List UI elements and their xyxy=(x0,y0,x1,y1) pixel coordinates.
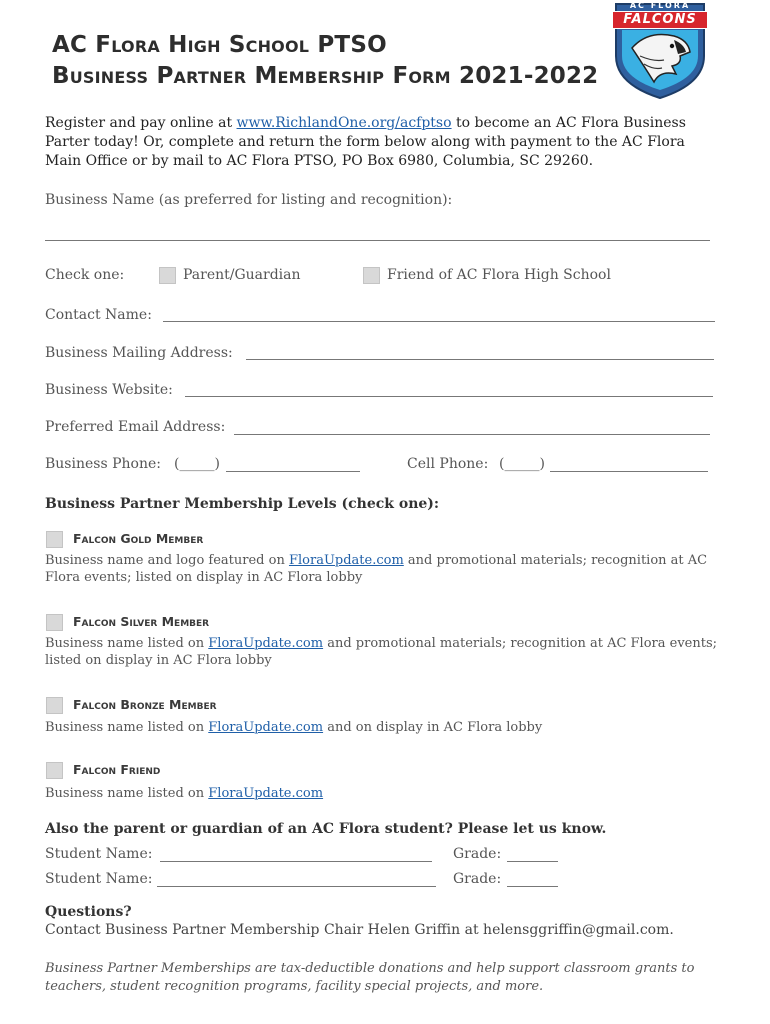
contact-name-line[interactable] xyxy=(163,321,715,322)
student-name-label-1: Student Name: xyxy=(45,846,153,862)
cell-phone-area[interactable]: (_____) xyxy=(499,456,545,472)
gold-title: Falcon Gold Member xyxy=(73,531,204,546)
intro-text-2: to become an AC Flora Business Parter today! Or, complete and return the form below along with payment to the AC Flora Main Office or by mail to AC Flora PTSO, PO Box 6980, Columbia, SC 29260. xyxy=(45,115,686,169)
student-name-line-1[interactable] xyxy=(160,861,432,862)
website-line[interactable] xyxy=(185,396,713,397)
bronze-title: Falcon Bronze Member xyxy=(73,697,217,712)
mailing-address-label: Business Mailing Address: xyxy=(45,345,233,361)
bronze-description xyxy=(45,719,735,736)
friend-level-title: Falcon Friend xyxy=(73,762,161,777)
bronze-desc-text: Business name listed on xyxy=(45,720,209,735)
parent-guardian-label: Parent/Guardian xyxy=(183,267,301,283)
grade-label-2: Grade: xyxy=(453,871,502,887)
logo-top-text: AC FLORA xyxy=(629,1,691,10)
friend-label: Friend of AC Flora High School xyxy=(387,267,611,283)
business-phone-line[interactable] xyxy=(226,471,360,472)
business-phone-label: Business Phone: xyxy=(45,456,161,472)
friend-level-description xyxy=(45,785,735,802)
intro-paragraph xyxy=(45,114,725,171)
silver-desc-text: Business name listed on xyxy=(45,636,209,651)
questions-text: Contact Business Partner Membership Chair Helen Griffin at helensggriffin@gmail.com. xyxy=(45,922,674,938)
business-phone-area[interactable]: (_____) xyxy=(174,456,220,472)
bronze-desc-text-2: and on display in AC Flora lobby xyxy=(323,720,543,735)
cell-phone-line[interactable] xyxy=(550,471,708,472)
friend-level-checkbox[interactable] xyxy=(46,762,63,779)
friend-floraupdate-link[interactable]: FloraUpdate.com xyxy=(208,786,324,801)
website-label: Business Website: xyxy=(45,382,173,398)
silver-floraupdate-link[interactable]: FloraUpdate.com xyxy=(208,636,324,651)
parent-guardian-checkbox[interactable] xyxy=(159,267,176,284)
register-link[interactable]: www.RichlandOne.org/acfptso xyxy=(236,115,452,131)
silver-description xyxy=(45,635,735,669)
gold-checkbox[interactable] xyxy=(46,531,63,548)
gold-desc-text-2: and promotional materials; recognition at AC Flora events; listed on display in AC Flora lobby xyxy=(45,553,708,585)
mailing-address-line[interactable] xyxy=(246,359,714,360)
cell-phone-label: Cell Phone: xyxy=(407,456,489,472)
footer-note: Business Partner Memberships are tax-deductible donations and help support classroom grants to teachers, student recognition programs, facility special projects, and more. xyxy=(45,961,695,994)
intro-text-1: Register and pay online at xyxy=(45,115,237,131)
questions-heading: Questions? xyxy=(45,904,132,920)
gold-description xyxy=(45,552,735,586)
silver-title: Falcon Silver Member xyxy=(73,614,210,629)
friend-checkbox[interactable] xyxy=(363,267,380,284)
parent-heading: Also the parent or guardian of an AC Flora student? Please let us know. xyxy=(45,821,607,837)
grade-line-2[interactable] xyxy=(507,886,558,887)
business-name-line[interactable] xyxy=(45,240,710,241)
levels-heading: Business Partner Membership Levels (check one): xyxy=(45,496,440,512)
gold-floraupdate-link[interactable]: FloraUpdate.com xyxy=(288,553,404,568)
page-title-line1: AC Flora High School PTSO xyxy=(52,32,387,58)
silver-checkbox[interactable] xyxy=(46,614,63,631)
silver-desc-text-2: and promotional materials; recognition at AC Flora events; listed on display in AC Flora lobby xyxy=(45,636,718,668)
grade-label-1: Grade: xyxy=(453,846,502,862)
bronze-floraupdate-link[interactable]: FloraUpdate.com xyxy=(208,720,324,735)
grade-line-1[interactable] xyxy=(507,861,558,862)
business-name-label: Business Name (as preferred for listing and recognition): xyxy=(45,192,453,208)
logo-banner-text: FALCONS xyxy=(623,12,697,27)
check-one-label: Check one: xyxy=(45,267,125,283)
bronze-checkbox[interactable] xyxy=(46,697,63,714)
email-line[interactable] xyxy=(234,434,710,435)
contact-name-label: Contact Name: xyxy=(45,307,152,323)
student-name-label-2: Student Name: xyxy=(45,871,153,887)
falcons-logo xyxy=(610,0,710,100)
page-title-line2: Business Partner Membership Form 2021-2022 xyxy=(52,63,599,89)
student-name-line-2[interactable] xyxy=(157,886,436,887)
email-label: Preferred Email Address: xyxy=(45,419,226,435)
friend-desc-text: Business name listed on xyxy=(45,786,209,801)
gold-desc-text: Business name and logo featured on xyxy=(45,553,289,568)
